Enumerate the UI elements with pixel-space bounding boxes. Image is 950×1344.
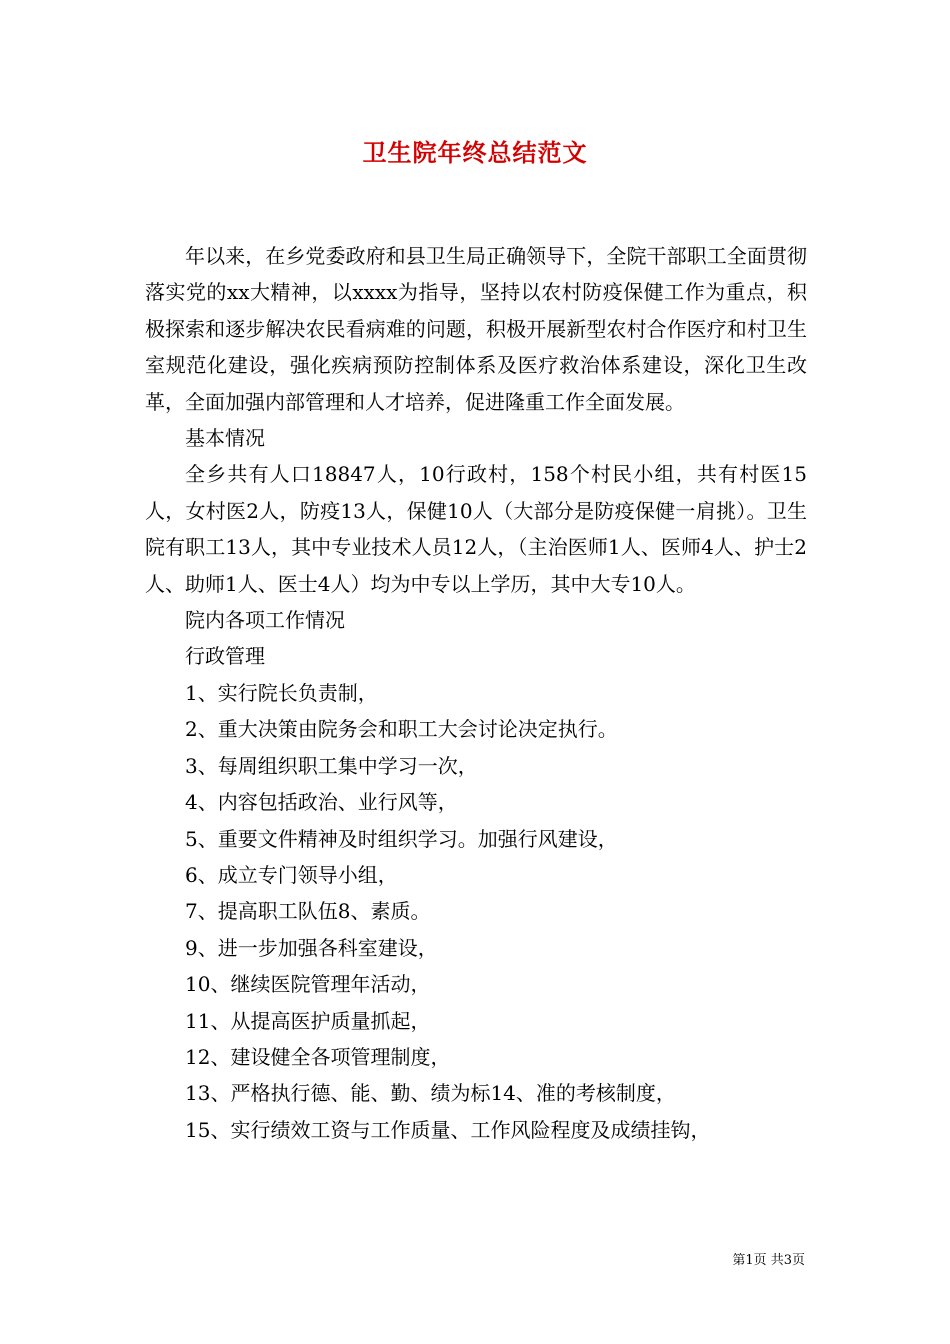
list-item: 1、实行院长负责制， xyxy=(185,680,378,705)
document-body xyxy=(145,238,807,1148)
document-title: 卫生院年终总结范文 xyxy=(362,138,588,167)
list-item: 11、从提高医护质量抓起， xyxy=(185,1008,431,1033)
page-number: 第1页 共3页 xyxy=(732,1253,805,1268)
list-item: 15、实行绩效工资与工作质量、工作风险程度及成绩挂钩， xyxy=(185,1117,711,1142)
list-item: 13、严格执行德、能、勤、绩为标14、准的考核制度， xyxy=(185,1081,676,1106)
list-item: 5、重要文件精神及时组织学习。加强行风建设， xyxy=(185,826,618,851)
list-item: 2、重大决策由院务会和职工大会讨论决定执行。 xyxy=(185,717,618,742)
list-item: 6、成立专门领导小组， xyxy=(185,862,398,887)
list-item: 3、每周组织职工集中学习一次， xyxy=(185,753,478,778)
basic-info-paragraph: 全乡共有人口18847人，10行政村，158个村民小组，共有村医15人，女村医2人，防疫13人，保健10人（大部分是防疫保健一肩挑）。卫生院有职工13人，其中专业技术人员12人，（主治医师1人、医师4人、护士2人、助师1人、医士4人）均为中专以上学历，其中大专10人。 xyxy=(145,462,807,596)
intro-paragraph: 年以来，在乡党委政府和县卫生局正确领导下，全院干部职工全面贯彻落实党的xx大精神，以xxxx为指导，坚持以农村防疫保健工作为重点，积极探索和逐步解决农民看病难的问题，积极开展新型农村合作医疗和村卫生室规范化建设，强化疾病预防控制体系及医疗救治体系建设，深化卫生改革，全面加强内部管理和人才培养，促进隆重工作全面发展。 xyxy=(145,244,807,414)
list-item: 4、内容包括政治、业行风等， xyxy=(185,790,458,815)
subsection-heading-admin: 行政管理 xyxy=(185,644,265,669)
list-item: 12、建设健全各项管理制度， xyxy=(185,1044,451,1069)
section-heading-basic-info: 基本情况 xyxy=(185,426,265,451)
list-item: 10、继续医院管理年活动， xyxy=(185,972,431,997)
list-item: 9、进一步加强各科室建设， xyxy=(185,935,438,960)
section-heading-work: 院内各项工作情况 xyxy=(185,608,345,633)
list-item: 7、提高职工队伍8、素质。 xyxy=(185,899,431,924)
